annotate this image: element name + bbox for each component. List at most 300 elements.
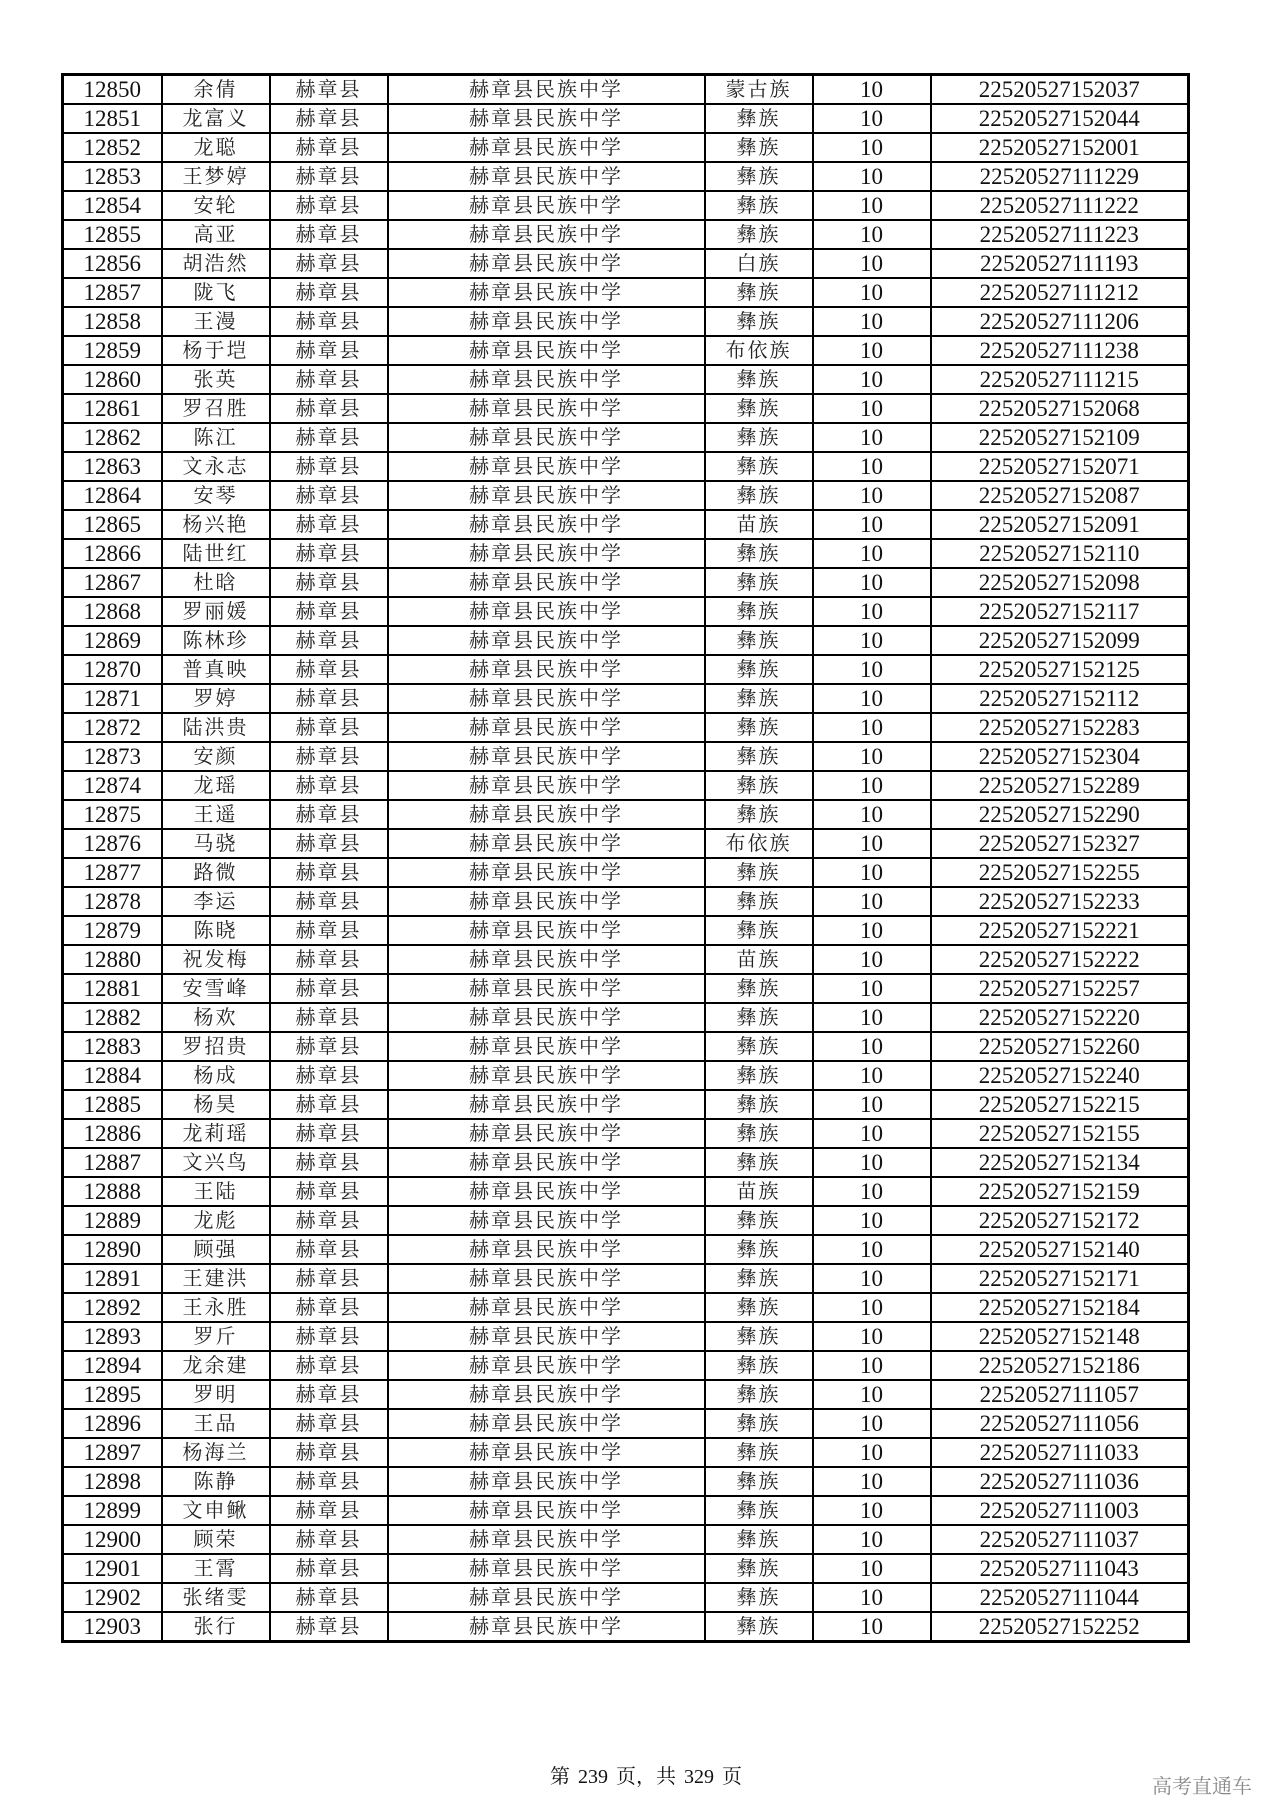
score-cell: 10 [813,75,931,105]
county-cell: 赫章县 [270,655,388,684]
table-row [63,742,1189,771]
county-cell: 赫章县 [270,1438,388,1467]
table-row [63,249,1189,278]
exam-id-cell: 22520527111044 [931,1583,1189,1612]
serial-number-cell: 12854 [63,191,162,220]
ethnicity-cell: 彝族 [705,1554,813,1583]
ethnicity-cell: 彝族 [705,1061,813,1090]
student-name-cell: 文兴鸟 [162,1148,270,1177]
school-cell: 赫章县民族中学 [388,1177,705,1206]
score-cell: 10 [813,1148,931,1177]
serial-number-cell: 12880 [63,945,162,974]
serial-number-cell: 12865 [63,510,162,539]
school-cell: 赫章县民族中学 [388,1554,705,1583]
table-row [63,1583,1189,1612]
school-cell: 赫章县民族中学 [388,1119,705,1148]
student-name-cell: 罗招贵 [162,1032,270,1061]
table-row [63,423,1189,452]
county-cell: 赫章县 [270,597,388,626]
student-name-cell: 龙余建 [162,1351,270,1380]
table-row [63,597,1189,626]
score-cell: 10 [813,133,931,162]
student-name-cell: 龙莉瑶 [162,1119,270,1148]
serial-number-cell: 12901 [63,1554,162,1583]
table-row [63,1003,1189,1032]
table-row [63,394,1189,423]
school-cell: 赫章县民族中学 [388,1438,705,1467]
student-name-cell: 陈林珍 [162,626,270,655]
exam-id-cell: 22520527152091 [931,510,1189,539]
school-cell: 赫章县民族中学 [388,1583,705,1612]
table-row [63,1351,1189,1380]
table-row [63,945,1189,974]
student-name-cell: 安雪峰 [162,974,270,1003]
student-name-cell: 王陆 [162,1177,270,1206]
serial-number-cell: 12893 [63,1322,162,1351]
county-cell: 赫章县 [270,1264,388,1293]
student-name-cell: 李运 [162,887,270,916]
score-cell: 10 [813,684,931,713]
exam-id-cell: 22520527152290 [931,800,1189,829]
table-row [63,1206,1189,1235]
school-cell: 赫章县民族中学 [388,1496,705,1525]
county-cell: 赫章县 [270,162,388,191]
student-name-cell: 罗婷 [162,684,270,713]
table-row [63,1409,1189,1438]
serial-number-cell: 12886 [63,1119,162,1148]
table-row [63,1235,1189,1264]
score-cell: 10 [813,1467,931,1496]
student-name-cell: 龙彪 [162,1206,270,1235]
county-cell: 赫章县 [270,481,388,510]
county-cell: 赫章县 [270,1032,388,1061]
ethnicity-cell: 彝族 [705,278,813,307]
ethnicity-cell: 彝族 [705,191,813,220]
school-cell: 赫章县民族中学 [388,1090,705,1119]
score-cell: 10 [813,1322,931,1351]
exam-id-cell: 22520527152001 [931,133,1189,162]
score-cell: 10 [813,713,931,742]
school-cell: 赫章县民族中学 [388,104,705,133]
student-name-cell: 罗丽媛 [162,597,270,626]
county-cell: 赫章县 [270,278,388,307]
table-row [63,1264,1189,1293]
county-cell: 赫章县 [270,1351,388,1380]
score-cell: 10 [813,771,931,800]
exam-id-cell: 22520527111003 [931,1496,1189,1525]
exam-id-cell: 22520527152327 [931,829,1189,858]
school-cell: 赫章县民族中学 [388,1206,705,1235]
score-cell: 10 [813,510,931,539]
serial-number-cell: 12872 [63,713,162,742]
serial-number-cell: 12851 [63,104,162,133]
table-row [63,1177,1189,1206]
ethnicity-cell: 彝族 [705,452,813,481]
exam-id-cell: 22520527152186 [931,1351,1189,1380]
county-cell: 赫章县 [270,452,388,481]
school-cell: 赫章县民族中学 [388,510,705,539]
ethnicity-cell: 彝族 [705,1438,813,1467]
school-cell: 赫章县民族中学 [388,945,705,974]
score-cell: 10 [813,655,931,684]
ethnicity-cell: 彝族 [705,1003,813,1032]
serial-number-cell: 12875 [63,800,162,829]
exam-id-cell: 22520527152289 [931,771,1189,800]
serial-number-cell: 12881 [63,974,162,1003]
table-row [63,1322,1189,1351]
exam-id-cell: 22520527152255 [931,858,1189,887]
student-name-cell: 陈晓 [162,916,270,945]
serial-number-cell: 12867 [63,568,162,597]
score-cell: 10 [813,974,931,1003]
ethnicity-cell: 彝族 [705,800,813,829]
county-cell: 赫章县 [270,887,388,916]
student-name-cell: 陆世红 [162,539,270,568]
student-name-cell: 王霄 [162,1554,270,1583]
serial-number-cell: 12900 [63,1525,162,1554]
student-name-cell: 胡浩然 [162,249,270,278]
county-cell: 赫章县 [270,713,388,742]
table-body [63,75,1189,1642]
school-cell: 赫章县民族中学 [388,713,705,742]
score-cell: 10 [813,1409,931,1438]
student-name-cell: 马骁 [162,829,270,858]
table-row [63,1090,1189,1119]
school-cell: 赫章县民族中学 [388,191,705,220]
score-cell: 10 [813,249,931,278]
footer-suffix: 页 [722,1766,742,1788]
table-row [63,887,1189,916]
school-cell: 赫章县民族中学 [388,133,705,162]
ethnicity-cell: 彝族 [705,1293,813,1322]
county-cell: 赫章县 [270,1525,388,1554]
exam-id-cell: 22520527152117 [931,597,1189,626]
serial-number-cell: 12903 [63,1612,162,1642]
student-name-cell: 龙富义 [162,104,270,133]
exam-id-cell: 22520527111036 [931,1467,1189,1496]
score-cell: 10 [813,1554,931,1583]
score-cell: 10 [813,104,931,133]
school-cell: 赫章县民族中学 [388,1467,705,1496]
student-name-cell: 安琴 [162,481,270,510]
table-row [63,916,1189,945]
total-pages: 329 [684,1766,714,1788]
serial-number-cell: 12876 [63,829,162,858]
student-name-cell: 高亚 [162,220,270,249]
table-row [63,191,1189,220]
exam-id-cell: 22520527111056 [931,1409,1189,1438]
student-name-cell: 罗召胜 [162,394,270,423]
school-cell: 赫章县民族中学 [388,597,705,626]
county-cell: 赫章县 [270,974,388,1003]
exam-id-cell: 22520527152221 [931,916,1189,945]
student-name-cell: 安轮 [162,191,270,220]
score-cell: 10 [813,597,931,626]
exam-id-cell: 22520527152140 [931,1235,1189,1264]
ethnicity-cell: 彝族 [705,858,813,887]
student-name-cell: 张英 [162,365,270,394]
serial-number-cell: 12857 [63,278,162,307]
score-cell: 10 [813,945,931,974]
ethnicity-cell: 彝族 [705,1322,813,1351]
school-cell: 赫章县民族中学 [388,336,705,365]
county-cell: 赫章县 [270,1061,388,1090]
table-row [63,452,1189,481]
serial-number-cell: 12879 [63,916,162,945]
school-cell: 赫章县民族中学 [388,1293,705,1322]
county-cell: 赫章县 [270,800,388,829]
school-cell: 赫章县民族中学 [388,916,705,945]
county-cell: 赫章县 [270,510,388,539]
county-cell: 赫章县 [270,1583,388,1612]
table-row [63,713,1189,742]
ethnicity-cell: 彝族 [705,1612,813,1642]
score-cell: 10 [813,1525,931,1554]
serial-number-cell: 12861 [63,394,162,423]
ethnicity-cell: 彝族 [705,162,813,191]
student-name-cell: 路微 [162,858,270,887]
school-cell: 赫章县民族中学 [388,249,705,278]
table-row [63,1554,1189,1583]
exam-id-cell: 22520527152037 [931,75,1189,105]
table-row [63,1061,1189,1090]
exam-id-cell: 22520527152172 [931,1206,1189,1235]
watermark: 高考直通车 [1152,1774,1252,1798]
ethnicity-cell: 彝族 [705,568,813,597]
serial-number-cell: 12902 [63,1583,162,1612]
county-cell: 赫章县 [270,1003,388,1032]
school-cell: 赫章县民族中学 [388,1612,705,1642]
ethnicity-cell: 彝族 [705,684,813,713]
score-cell: 10 [813,1496,931,1525]
serial-number-cell: 12891 [63,1264,162,1293]
serial-number-cell: 12890 [63,1235,162,1264]
serial-number-cell: 12889 [63,1206,162,1235]
score-cell: 10 [813,1003,931,1032]
current-page: 239 [578,1766,608,1788]
student-name-cell: 王品 [162,1409,270,1438]
table-row [63,162,1189,191]
table-row [63,75,1189,105]
student-name-cell: 杜晗 [162,568,270,597]
score-cell: 10 [813,1061,931,1090]
county-cell: 赫章县 [270,1293,388,1322]
ethnicity-cell: 彝族 [705,887,813,916]
serial-number-cell: 12877 [63,858,162,887]
ethnicity-cell: 彝族 [705,597,813,626]
score-cell: 10 [813,800,931,829]
table-row [63,829,1189,858]
school-cell: 赫章县民族中学 [388,394,705,423]
school-cell: 赫章县民族中学 [388,1322,705,1351]
score-cell: 10 [813,1438,931,1467]
school-cell: 赫章县民族中学 [388,1235,705,1264]
serial-number-cell: 12883 [63,1032,162,1061]
ethnicity-cell: 苗族 [705,945,813,974]
school-cell: 赫章县民族中学 [388,887,705,916]
student-name-cell: 杨兴艳 [162,510,270,539]
school-cell: 赫章县民族中学 [388,75,705,105]
school-cell: 赫章县民族中学 [388,1148,705,1177]
county-cell: 赫章县 [270,307,388,336]
school-cell: 赫章县民族中学 [388,800,705,829]
county-cell: 赫章县 [270,1206,388,1235]
serial-number-cell: 12862 [63,423,162,452]
serial-number-cell: 12863 [63,452,162,481]
score-cell: 10 [813,916,931,945]
table-row [63,568,1189,597]
serial-number-cell: 12882 [63,1003,162,1032]
exam-id-cell: 22520527152148 [931,1322,1189,1351]
school-cell: 赫章县民族中学 [388,1003,705,1032]
table-row [63,104,1189,133]
ethnicity-cell: 彝族 [705,916,813,945]
school-cell: 赫章县民族中学 [388,568,705,597]
county-cell: 赫章县 [270,945,388,974]
school-cell: 赫章县民族中学 [388,974,705,1003]
score-cell: 10 [813,1293,931,1322]
county-cell: 赫章县 [270,1554,388,1583]
student-name-cell: 陈江 [162,423,270,452]
student-name-cell: 顾强 [162,1235,270,1264]
score-cell: 10 [813,1235,931,1264]
ethnicity-cell: 彝族 [705,220,813,249]
score-cell: 10 [813,626,931,655]
exam-id-cell: 22520527152184 [931,1293,1189,1322]
county-cell: 赫章县 [270,1496,388,1525]
serial-number-cell: 12853 [63,162,162,191]
exam-id-cell: 22520527111212 [931,278,1189,307]
ethnicity-cell: 彝族 [705,1206,813,1235]
ethnicity-cell: 彝族 [705,1380,813,1409]
exam-id-cell: 22520527152257 [931,974,1189,1003]
serial-number-cell: 12895 [63,1380,162,1409]
school-cell: 赫章县民族中学 [388,1061,705,1090]
score-cell: 10 [813,481,931,510]
footer-prefix: 第 [550,1766,570,1788]
ethnicity-cell: 彝族 [705,133,813,162]
ethnicity-cell: 彝族 [705,394,813,423]
exam-id-cell: 22520527152283 [931,713,1189,742]
student-list-table [61,73,1190,1643]
county-cell: 赫章县 [270,1409,388,1438]
county-cell: 赫章县 [270,1090,388,1119]
table-row [63,307,1189,336]
exam-id-cell: 22520527152087 [931,481,1189,510]
table-row [63,365,1189,394]
serial-number-cell: 12871 [63,684,162,713]
exam-id-cell: 22520527111206 [931,307,1189,336]
serial-number-cell: 12878 [63,887,162,916]
serial-number-cell: 12873 [63,742,162,771]
serial-number-cell: 12887 [63,1148,162,1177]
student-name-cell: 王梦婷 [162,162,270,191]
exam-id-cell: 22520527152220 [931,1003,1189,1032]
ethnicity-cell: 彝族 [705,713,813,742]
county-cell: 赫章县 [270,858,388,887]
county-cell: 赫章县 [270,1322,388,1351]
table-row [63,1438,1189,1467]
student-name-cell: 文申鳅 [162,1496,270,1525]
table-row [63,1467,1189,1496]
exam-id-cell: 22520527111222 [931,191,1189,220]
ethnicity-cell: 彝族 [705,626,813,655]
exam-id-cell: 22520527111033 [931,1438,1189,1467]
score-cell: 10 [813,1032,931,1061]
ethnicity-cell: 彝族 [705,974,813,1003]
exam-id-cell: 22520527111057 [931,1380,1189,1409]
ethnicity-cell: 苗族 [705,1177,813,1206]
student-name-cell: 龙聪 [162,133,270,162]
exam-id-cell: 22520527152109 [931,423,1189,452]
exam-id-cell: 22520527111229 [931,162,1189,191]
ethnicity-cell: 彝族 [705,1090,813,1119]
county-cell: 赫章县 [270,191,388,220]
ethnicity-cell: 彝族 [705,1148,813,1177]
ethnicity-cell: 彝族 [705,1351,813,1380]
ethnicity-cell: 白族 [705,249,813,278]
student-name-cell: 杨成 [162,1061,270,1090]
county-cell: 赫章县 [270,916,388,945]
exam-id-cell: 22520527152171 [931,1264,1189,1293]
county-cell: 赫章县 [270,829,388,858]
serial-number-cell: 12896 [63,1409,162,1438]
student-name-cell: 陈静 [162,1467,270,1496]
county-cell: 赫章县 [270,1177,388,1206]
county-cell: 赫章县 [270,771,388,800]
school-cell: 赫章县民族中学 [388,858,705,887]
score-cell: 10 [813,1119,931,1148]
county-cell: 赫章县 [270,1612,388,1642]
county-cell: 赫章县 [270,568,388,597]
serial-number-cell: 12852 [63,133,162,162]
score-cell: 10 [813,568,931,597]
county-cell: 赫章县 [270,336,388,365]
ethnicity-cell: 布依族 [705,336,813,365]
student-name-cell: 王永胜 [162,1293,270,1322]
ethnicity-cell: 彝族 [705,771,813,800]
ethnicity-cell: 彝族 [705,1119,813,1148]
score-cell: 10 [813,887,931,916]
table-row [63,1032,1189,1061]
exam-id-cell: 22520527152233 [931,887,1189,916]
ethnicity-cell: 彝族 [705,1032,813,1061]
school-cell: 赫章县民族中学 [388,220,705,249]
student-name-cell: 祝发梅 [162,945,270,974]
table-row [63,481,1189,510]
county-cell: 赫章县 [270,1119,388,1148]
student-name-cell: 龙瑶 [162,771,270,800]
exam-id-cell: 22520527152304 [931,742,1189,771]
ethnicity-cell: 彝族 [705,1235,813,1264]
county-cell: 赫章县 [270,249,388,278]
exam-id-cell: 22520527111215 [931,365,1189,394]
student-name-cell: 罗明 [162,1380,270,1409]
school-cell: 赫章县民族中学 [388,771,705,800]
table-row [63,336,1189,365]
table-row [63,626,1189,655]
table-row [63,1525,1189,1554]
student-name-cell: 陇飞 [162,278,270,307]
serial-number-cell: 12899 [63,1496,162,1525]
page-footer [0,1760,1280,1789]
serial-number-cell: 12870 [63,655,162,684]
score-cell: 10 [813,278,931,307]
student-name-cell: 王遥 [162,800,270,829]
county-cell: 赫章县 [270,1235,388,1264]
exam-id-cell: 22520527152112 [931,684,1189,713]
exam-id-cell: 22520527111193 [931,249,1189,278]
